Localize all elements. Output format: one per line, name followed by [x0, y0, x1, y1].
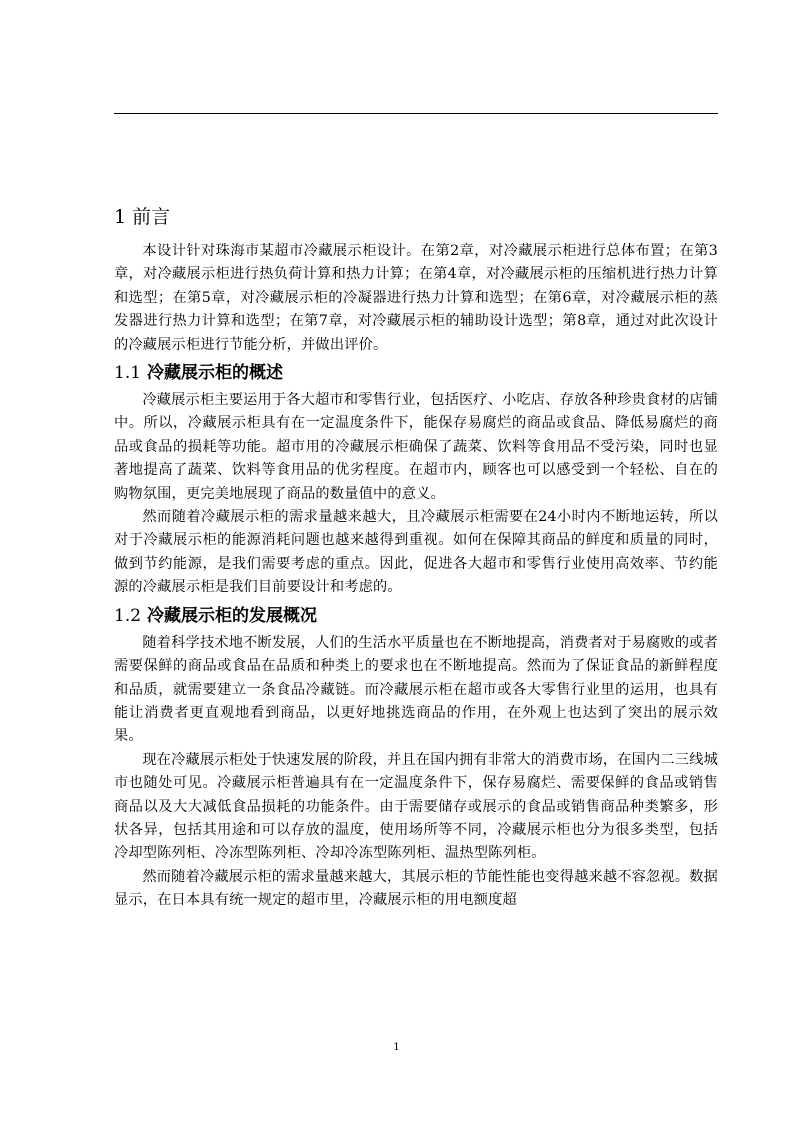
- paragraph: 然而随着冷藏展示柜的需求量越来越大，且冷藏展示柜需要在24小时内不断地运转，所以对于冷藏展示柜的能源消耗问题也越来越得到重视。如何在保障其商品的鲜度和质量的同时，做到节约能源，是我们需要考虑的重点。因此，促进各大超市和零售行业使用高效率、节约能源的冷藏展示柜是我们目前要设计和考虑的。: [114, 509, 718, 596]
- section-title: 冷藏展示柜的概述: [146, 363, 283, 384]
- paragraph: 现在冷藏展示柜处于快速发展的阶段，并且在国内拥有非常大的消费市场，在国内二三线城市也随处可见。冷藏展示柜普遍具有在一定温度条件下，保存易腐烂、需要保鲜的食品或销售商品以及大大减低食品损耗的功能条件。由于需要储存或展示的食品或销售商品种类繁多，形状各异，包括其用途和可以存放的温度，使用场所等不同，冷藏展示柜也分为很多类型，包括冷却型陈列柜、冷冻型陈列柜、冷却冷冻型陈列柜、温热型陈列柜。: [114, 751, 718, 862]
- chapter-title: 前言: [132, 206, 171, 228]
- chapter-heading: [114, 200, 718, 234]
- paragraph: 随着科学技术地不断发展，人们的生活水平质量也在不断地提高，消费者对于易腐败的或者需要保鲜的商品或食品在品质和种类上的要求也在不断地提高。然而为了保证食品的新鲜程度和品质，就需要建立一条食品冷藏链。而冷藏展示柜在超市或各大零售行业里的运用，也具有能让消费者更直观地看到商品，以更好地挑选商品的作用，在外观上也达到了突出的展示效果。: [114, 634, 718, 745]
- section-heading-1-1: [114, 357, 718, 389]
- paragraph: 冷藏展示柜主要运用于各大超市和零售行业，包括医疗、小吃店、存放各种珍贵食材的店铺中。所以，冷藏展示柜具有在一定温度条件下，能保存易腐烂的商品或食品、降低易腐烂的商品或食品的损耗等功能。超市用的冷藏展示柜确保了蔬菜、饮料等食用品不受污染，同时也显著地提高了蔬菜、饮料等食用品的优劣程度。在超市内，顾客也可以感受到一个轻松、自在的购物氛围，更完美地展现了商品的数量值中的意义。: [114, 392, 718, 502]
- chapter-intro-paragraph: 本设计针对珠海市某超市冷藏展示柜设计。在第2章，对冷藏展示柜进行总体布置；在第3章，对冷藏展示柜进行热负荷计算和热力计算；在第4章，对冷藏展示柜的压缩机进行热力计算和选型；在第5章，对冷藏展示柜的冷凝器进行热力计算和选型；在第6章，对冷藏展示柜的蒸发器进行热力计算和选型；在第7章，对冷藏展示柜的辅助设计选型；第8章，通过对此次设计的冷藏展示柜进行节能分析，并做出评价。: [114, 243, 718, 353]
- section-title: 冷藏展示柜的发展概况: [146, 605, 317, 626]
- page-number: 1: [393, 1042, 400, 1053]
- section-number: 1.2: [114, 605, 142, 626]
- chapter-number: 1: [114, 206, 127, 228]
- paragraph: 然而随着冷藏展示柜的需求量越来越大，其展示柜的节能性能也变得越来越不容忽视。数据显示，在日本具有统一规定的超市里，冷藏展示柜的用电额度超: [114, 868, 718, 909]
- section-heading-1-2: [114, 600, 718, 632]
- page-content: [114, 200, 718, 913]
- section-number: 1.1: [114, 363, 142, 384]
- header-rule: [114, 113, 718, 114]
